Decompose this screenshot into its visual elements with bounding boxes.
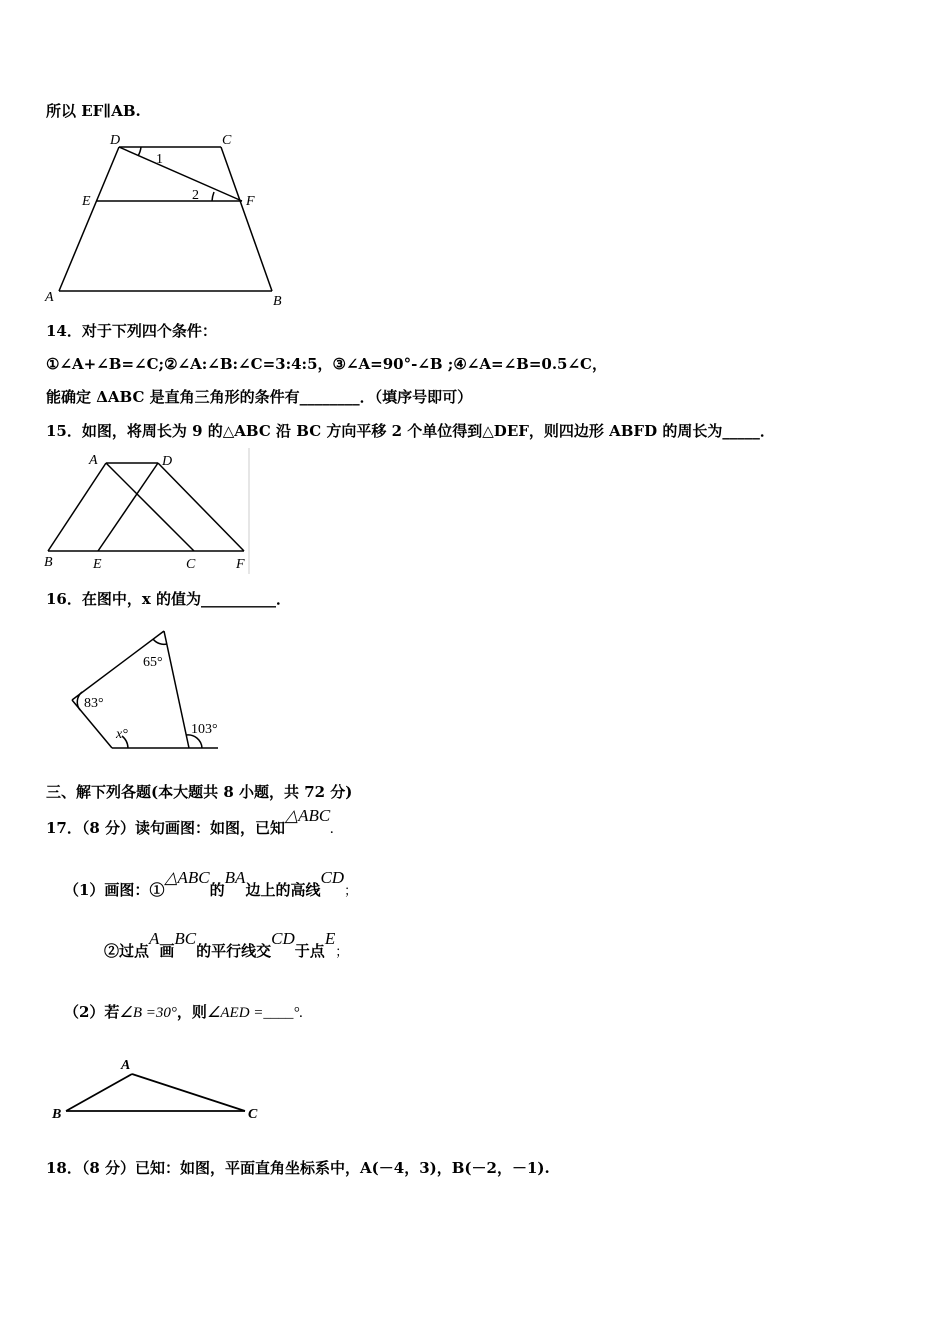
triangle-abc-figure: [46, 1052, 276, 1126]
label-a: A: [45, 290, 54, 305]
q14-conditions: ①∠A+∠B=∠C;②∠A:∠B:∠C=3:4:5，③∠A=90°-∠B ;④∠A=∠B=0.5∠C，: [46, 355, 607, 373]
angle-2-label: 2: [192, 188, 199, 203]
segment-df: [158, 463, 244, 551]
q17-part1-b-text: ②过点: [104, 942, 150, 960]
angle-65-arc: [153, 639, 167, 644]
label-d: D: [110, 133, 121, 148]
label-83: 83°: [84, 696, 104, 711]
q17-part1-a-math3: CD: [320, 868, 345, 887]
q17-part1-b-text2: 画: [159, 942, 175, 960]
q17-part1-a-math1: △ABC: [164, 868, 210, 887]
angle-2-arc: [212, 192, 214, 201]
segment-cb: [221, 147, 272, 291]
q17-stem-end: .: [330, 821, 334, 837]
q17-part1-b-math4: E: [324, 929, 336, 948]
q17-part2-end: .: [299, 1005, 304, 1021]
q17-part1-b: [104, 929, 349, 963]
segment-ac: [106, 463, 194, 551]
angle-figure: [60, 622, 230, 758]
label-d: D: [162, 454, 173, 469]
q17-part1-a: [64, 868, 358, 902]
q17-part2: [64, 1002, 303, 1023]
q17-part1-b-math1: A: [149, 929, 160, 948]
trapezoid-figure: [40, 128, 300, 310]
label-b: B: [273, 294, 282, 309]
q17-part1-b-text4: 于点: [294, 942, 325, 960]
q17-stem-text: 17．（8 分）读句画图：如图，已知: [46, 819, 286, 837]
angle-1-arc: [138, 147, 141, 156]
q14-stem: 14．对于下列四个条件：: [46, 322, 217, 340]
segment-ac: [132, 1074, 245, 1111]
q17-part2-math2: ∠AED =____°: [206, 1005, 300, 1021]
q17-part2-math1: ∠B =30°: [119, 1005, 177, 1021]
q17-part1-a-math2: BA: [224, 868, 246, 887]
segment-ab: [48, 463, 106, 551]
label-a: A: [121, 1058, 131, 1073]
q17-part1-a-text3: 边上的高线: [245, 881, 321, 899]
q17-part1-a-end: ；: [344, 884, 358, 899]
q17-part1-a-text2: 的: [209, 881, 225, 899]
q17-part2-text: （2）若: [64, 1003, 120, 1021]
translation-figure: [40, 448, 252, 574]
label-b: B: [44, 555, 53, 570]
conclusion-text: 所以 EF∥AB.: [46, 102, 141, 120]
q17-part2-text2: ，则: [176, 1003, 207, 1021]
q17-stem: [46, 806, 334, 839]
q17-part1-a-text: （1）画图：①: [64, 881, 165, 899]
label-f: F: [246, 194, 255, 209]
label-b: B: [52, 1107, 62, 1122]
q17-part1-b-end: ；: [335, 945, 349, 960]
q17-part1-b-text3: 的平行线交: [196, 942, 272, 960]
q14-question: 能确定 ΔABC 是直角三角形的条件有________．（填序号即可）: [46, 388, 473, 406]
label-65: 65°: [143, 655, 163, 670]
q16-text: 16．在图中，x 的值为__________．: [46, 590, 292, 608]
label-c: C: [248, 1107, 258, 1122]
angle-1-label: 1: [156, 152, 163, 167]
label-103: 103°: [191, 722, 218, 737]
label-c: C: [186, 557, 196, 572]
q15-text: 15．如图，将周长为 9 的△ABC 沿 BC 方向平移 2 个单位得到△DEF，则四边形 ABFD 的周长为_____．: [46, 422, 775, 440]
label-f: F: [236, 557, 245, 572]
segment-ab: [66, 1074, 132, 1111]
label-e: E: [93, 557, 102, 572]
segment-top-right: [164, 631, 189, 748]
q17-part1-b-math3: CD: [271, 929, 295, 948]
q17-part1-b-math2: BC: [174, 929, 197, 948]
q17-stem-math: △ABC: [285, 806, 331, 825]
section-3-heading: 三、解下列各题(本大题共 8 小题，共 72 分): [46, 783, 353, 801]
segment-da: [59, 147, 119, 291]
q18-text: 18．（8 分）已知：如图，平面直角坐标系中，A(－4，3)，B(－2，－1).: [46, 1159, 550, 1177]
label-a: A: [89, 453, 98, 468]
label-c: C: [222, 133, 232, 148]
label-x: x°: [116, 727, 128, 742]
label-e: E: [82, 194, 91, 209]
